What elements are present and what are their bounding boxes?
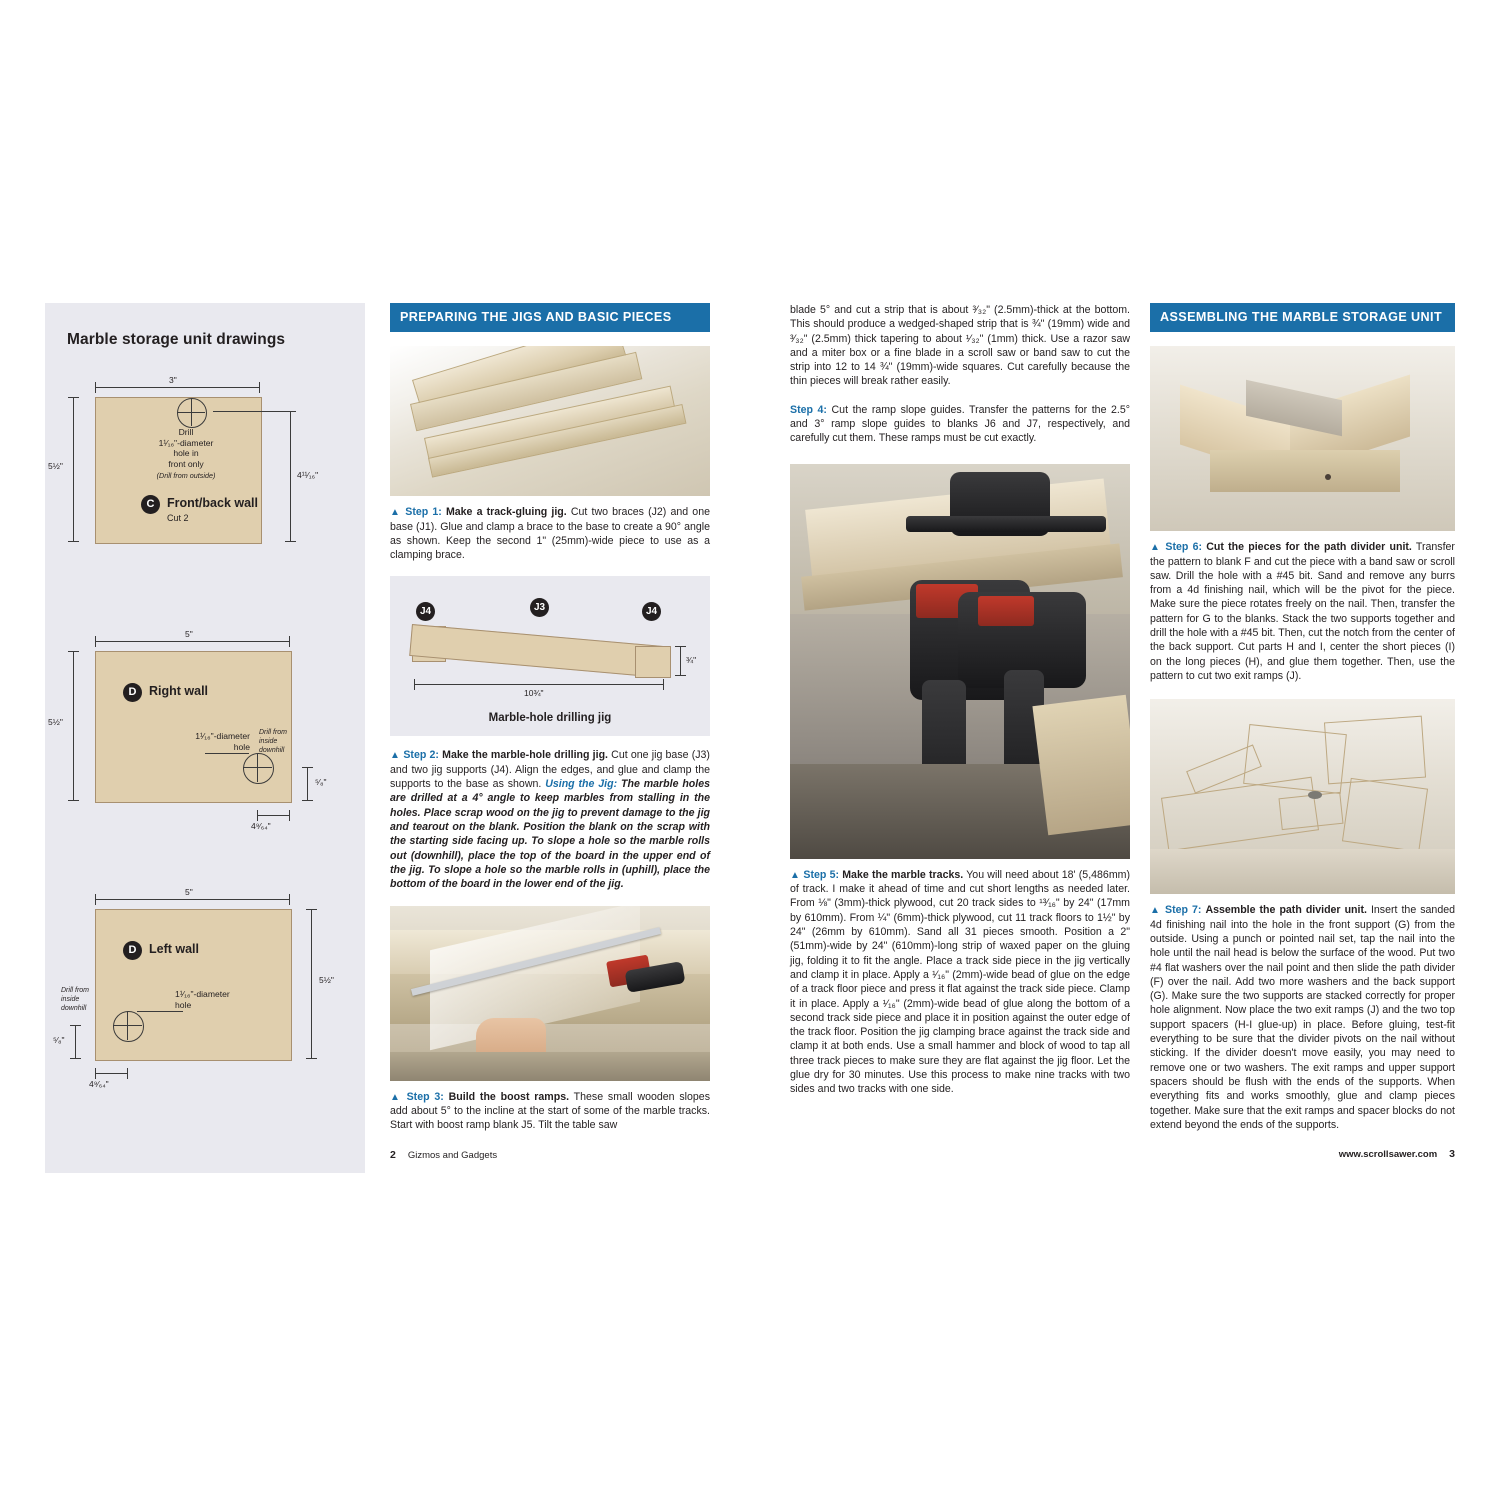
part-badge-c: C <box>141 495 160 514</box>
caption-step-1 <box>390 505 710 562</box>
hole-center-line <box>191 398 192 426</box>
triangle-icon: ▲ <box>1150 905 1161 917</box>
figure-front-back-wall <box>45 365 365 585</box>
dim-line-top <box>95 899 290 900</box>
tick <box>302 800 313 801</box>
panel-sub: Cut 2 <box>167 513 189 523</box>
footer-right <box>1339 1148 1455 1160</box>
tick <box>663 679 664 690</box>
hole-label-l1: 1¹⁄₁₆"-diameter <box>195 731 250 741</box>
section-header-label: PREPARING THE JIGS AND BASIC PIECES <box>400 310 672 324</box>
hole-drill-note-l1: Drill from <box>61 987 89 994</box>
drill-note-l3: hole in <box>173 448 199 459</box>
step-7-text: Insert the sanded 4d finishing nail into the hole in the front support (G) from the outside. Using a punch or pointed nail set, tap the nail into the hole until the nail head is below the surface of the wood. Put two #4 flat washers over the nail point and then slide the path divider (F) over the nail. Add two more washers and the back support (G). Make sure the two supports are stacked correctly for proper hole alignment. Now place the two exit ramps (J) and the two top support spacers (H-I glue-up) in place. Before gluing, test-fit everything to be sure that the divider pivots on the nail without sticking. If the divider doesn't move easily, you may need to remove one or two washers. The exit ramps and upper support spacers should be flush with the ends of the supports. When everything fits and works smoothly, glue and clamp pieces together. Make sure that the exit ramps and spacer blocks do not extend beyond the ends of the supports. <box>1150 904 1455 1131</box>
tick <box>302 767 313 768</box>
hole-label <box>135 731 250 752</box>
caption-step-7 <box>1150 903 1455 1132</box>
tick <box>289 894 290 905</box>
dim-line-top <box>95 641 290 642</box>
drill-hole <box>243 753 274 784</box>
drill-hole <box>177 398 207 428</box>
hole-center-line <box>257 753 258 782</box>
caption-step-3 <box>390 1090 710 1133</box>
tick <box>259 382 260 393</box>
tick <box>68 541 79 542</box>
hole-drill-note-l2: inside <box>259 737 278 745</box>
dim-line-bottom <box>257 815 290 816</box>
drill-note-l2: 1¹⁄₁₆"-diameter <box>158 437 214 448</box>
step-1-title: Make a track-gluing jig. <box>445 506 567 518</box>
leader-line <box>205 753 249 754</box>
part-badge-d: D <box>123 941 142 960</box>
section-header-preparing-jigs <box>390 303 710 332</box>
tick <box>289 810 290 821</box>
drill-note-l4: front only <box>168 459 204 470</box>
step-6-text: Transfer the pattern to blank F and cut the piece with a band saw or scroll saw. Drill the hole with a #45 bit. Sand and remove any burrs from a 4d finishing nail, which will be the pivot for the piece. Make sure the piece rotates freely on the nail. Then, transfer the pattern for G to the blanks. Stack the two supports together and drill the hole with a #45 bit. Then, cut the notch from the center of the back support. Cut parts H and I, center the short pieces (I) on the long pieces (H), and glue them together. Then, use the pattern to cut two exit ramps (J). <box>1150 541 1455 682</box>
hole-drill-note <box>61 987 123 1013</box>
jig-base <box>409 624 663 678</box>
tick <box>68 397 79 398</box>
leader-line <box>213 411 291 412</box>
step-1-number: Step 1: <box>405 506 442 518</box>
section-header-assembling <box>1150 303 1455 332</box>
hole-drill-note-l1: Drill from <box>259 729 287 736</box>
page-number-right: 3 <box>1449 1148 1455 1161</box>
text-step-4 <box>790 403 1130 446</box>
photo-path-divider-pieces <box>1150 346 1455 531</box>
using-the-jig-text: The marble holes are drilled at a 4° angle to keep marbles from stalling in the holes. Place scrap wood on the jig to prevent damage to the jig and tearout on the blank. Position the blank on the scrap with the starting side facing up. To slope a hole so the marble rolls out (downhill), place the top of the board in the upper end of the jig. To slope a hole so the marble rolls in (uphill), place the bottom of the board in the lower end of the jig. <box>390 778 711 891</box>
tick <box>95 894 96 905</box>
tick <box>675 675 686 676</box>
jig-support-right <box>635 646 671 678</box>
tick <box>257 810 258 821</box>
tick <box>68 651 79 652</box>
step-2-text: Cut one jig base (J3) and two jig supports (J4). Align the edges, and glue and clamp the supports to the base as shown. <box>390 749 710 791</box>
dim-width: 3" <box>169 375 177 385</box>
step-2-number: Step 2: <box>403 749 439 762</box>
hole-label-l2: hole <box>233 741 250 752</box>
step-3-text: These small wooden slopes add about 5° to the incline at the start of some of the marble tracks. Start with boost ramp blank J5. Tilt the table saw <box>390 1090 710 1132</box>
diagram-marble-hole-drilling-jig <box>390 576 710 736</box>
dim-line-bottom <box>95 1073 128 1074</box>
tick <box>306 909 317 910</box>
dim-line-right <box>290 411 291 542</box>
dim-line-right <box>311 909 312 1059</box>
hole-label-l1: 1¹⁄₁₆"-diameter <box>175 989 230 999</box>
dim-jig-height: ¾" <box>686 655 697 666</box>
tick <box>95 636 96 647</box>
drill-hole <box>113 1011 144 1042</box>
triangle-icon: ▲ <box>390 507 402 518</box>
hole-drill-note-l2: inside <box>61 995 80 1003</box>
step-2-title: Make the marble-hole drilling jig. <box>442 749 608 762</box>
hole-drill-note <box>259 729 329 755</box>
dim-line-side <box>75 1025 76 1059</box>
hole-drill-note-l3: downhill <box>259 746 285 754</box>
step-5-text: You will need about 18' (5,486mm) of track. I make it ahead of time and cut short lengths as needed later. From ⅛" (3mm)-thick plywood, cut 20 track sides to ¹³⁄₁₆" by 24" (17mm by 610mm). From ¼" (6mm)-thick plywood, cut 11 track floors to 1½" by 24" (26mm by 610mm). Sand all 31 pieces smooth. Position a 2" (51mm)-wide by 24" (610mm)-long strip of waxed paper on the gluing jig, folding it to fit the angle. Place a track side piece in the jig vertically and clamp it in place. Apply a ¹⁄₁₆" (2mm)-wide bead of glue on the edge of a track floor piece and press it flat against the track side piece. Clamp it in place. Apply a ¹⁄₁₆" (2mm)-wide bead of glue along the bottom of a second track side piece and place it in position against the outer edge of the track floor. Position the jig clamping brace against the track side and clamp it at both ends. Use a small hammer and block of wood to tap all three track pieces to make sure they are flat against the jig floor. Let the glue dry for 30 minutes. Use this process to make nine tracks with two sides and two tracks with one side. <box>790 868 1130 1096</box>
panel-label: Front/back wall <box>167 496 258 510</box>
part-badge-d: D <box>123 683 142 702</box>
hole-center-line <box>127 1011 128 1040</box>
hole-label <box>175 989 290 1010</box>
part-badge-j4-right: J4 <box>642 602 661 621</box>
dim-line-left <box>73 397 74 542</box>
step-3-title: Build the boost ramps. <box>448 1090 570 1103</box>
hole-drill-note-l3: downhill <box>61 1004 87 1012</box>
dim-right: 4¹¹⁄₁₆" <box>297 470 319 480</box>
panel-label: Right wall <box>149 684 209 698</box>
using-the-jig-label: Using the Jig: <box>545 778 618 791</box>
caption-step-5 <box>790 868 1130 1097</box>
figure-right-wall <box>45 625 365 855</box>
footer-right-text: www.scrollsawer.com <box>1338 1149 1438 1161</box>
dim-bottom: 4⁹⁄₆₄" <box>89 1079 109 1089</box>
part-badge-j3: J3 <box>530 598 549 617</box>
step-1-text: Cut two braces (J2) and one base (J1). Glue and clamp a brace to the base to create a 90° angle as shown. Keep the second 1" (25mm)-wide piece to use as a clamping brace. <box>390 506 710 562</box>
dim-width: 5" <box>185 629 193 639</box>
section-header-label: ASSEMBLING THE MARBLE STORAGE UNIT <box>1160 310 1443 324</box>
caption-step-2 <box>390 748 710 891</box>
tick <box>70 1058 81 1059</box>
leader-line <box>137 1011 183 1012</box>
step-7-title: Assemble the path divider unit. <box>1205 904 1367 917</box>
step-3-number: Step 3: <box>406 1090 444 1103</box>
dim-line-jig-height <box>680 646 681 676</box>
dim-side: ⁵⁄₈" <box>315 777 327 787</box>
tick <box>95 1068 96 1079</box>
photo-track-gluing-jig <box>390 346 710 496</box>
photo-path-divider-parts-layout <box>1150 699 1455 894</box>
tick <box>414 679 415 690</box>
step-6-title: Cut the pieces for the path divider unit. <box>1206 541 1412 553</box>
step-7-number: Step 7: <box>1165 904 1202 917</box>
hole-label-l2: hole <box>175 999 192 1010</box>
marble-storage-drawings-panel <box>45 303 365 1173</box>
tick <box>68 800 79 801</box>
column-preparing-jigs <box>390 303 711 1161</box>
step-5-number: Step 5: <box>803 868 840 881</box>
dim-side: ⁵⁄₈" <box>53 1035 65 1045</box>
diagram-caption: Marble-hole drilling jig <box>488 712 612 725</box>
dim-bottom: 4⁹⁄₆₄" <box>251 821 271 831</box>
tick <box>127 1068 128 1079</box>
text-continuation: blade 5° and cut a strip that is about ³⁄₃₂" (2.5mm)-thick at the bottom. This should produce a wedged-shaped strip that is ¾" (19mm) wide and ³⁄₃₂" (2.5mm) thick tapering to about ¹⁄₃₂" (1mm) thick. Use a razor saw and a miter box or a fine blade in a scroll saw or band saw to cut the strip into 12 to 14 ¾" (19mm)-wide squares. Cut carefully because the thin pieces will break rather easily. <box>790 304 1130 388</box>
tick <box>675 646 686 647</box>
two-page-spread <box>45 300 1455 1215</box>
tick <box>70 1025 81 1026</box>
dim-left: 5½" <box>48 461 63 471</box>
drawings-title: Marble storage unit drawings <box>67 331 286 348</box>
dim-jig-length: 10¾" <box>524 688 544 699</box>
footer-left-text: Gizmos and Gadgets <box>407 1149 498 1161</box>
drill-note <box>131 427 241 481</box>
triangle-icon: ▲ <box>790 869 801 881</box>
dim-width: 5" <box>185 887 193 897</box>
panel-label: Left wall <box>149 942 200 956</box>
step-5-title: Make the marble tracks. <box>842 868 964 881</box>
dim-left: 5½" <box>48 717 63 727</box>
photo-marble-tracks-clamping <box>790 464 1130 859</box>
step-6-number: Step 6: <box>1165 541 1203 553</box>
dim-line-side <box>307 767 308 801</box>
tick <box>95 382 96 393</box>
tick <box>285 541 296 542</box>
footer-left <box>390 1149 497 1161</box>
triangle-icon: ▲ <box>390 750 401 762</box>
column-assembling <box>1150 303 1455 1161</box>
drill-note-l1: Drill <box>178 427 194 437</box>
dim-line-jig-length <box>414 684 664 685</box>
column-tracks <box>790 303 1130 1097</box>
step-4-number: Step 4: <box>790 403 827 416</box>
dim-line-left <box>73 651 74 801</box>
step-4-title: Cut the ramp slope guides. <box>831 403 965 416</box>
drill-note-italic: (Drill from outside) <box>156 470 216 480</box>
part-badge-j4-left: J4 <box>416 602 435 621</box>
triangle-icon: ▲ <box>1150 542 1162 553</box>
tick <box>306 1058 317 1059</box>
figure-left-wall <box>45 883 365 1113</box>
dim-line-top <box>95 387 260 388</box>
tick <box>289 636 290 647</box>
dim-right: 5½" <box>319 975 334 985</box>
page-number-left: 2 <box>390 1148 396 1161</box>
triangle-icon: ▲ <box>390 1091 402 1103</box>
photo-boost-ramps <box>390 906 710 1081</box>
step-4-text: Transfer the patterns for the 2.5° and 3° ramp slope guides to blanks J6 and J7, respectively, and carefully cut them. These ramps must be cut exactly. <box>790 403 1130 445</box>
caption-step-6 <box>1150 540 1455 683</box>
